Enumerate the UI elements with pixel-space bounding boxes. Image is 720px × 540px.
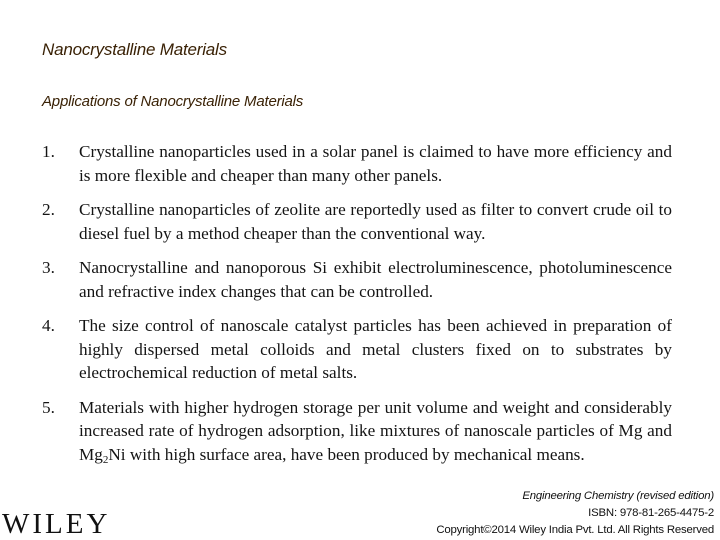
item-number: 5. xyxy=(42,397,55,417)
wiley-logo: WILEY xyxy=(2,508,111,540)
item-text: Crystalline nanoparticles used in a solar panel is claimed to have more efficiency and is more flexible and cheaper than many other panels. xyxy=(79,142,672,185)
list-item xyxy=(42,140,672,187)
copyright: Copyright©2014 Wiley India Pvt. Ltd. All Rights Reserved xyxy=(436,524,714,536)
book-title: Engineering Chemistry (revised edition) xyxy=(522,490,714,502)
item-number: 3. xyxy=(42,258,55,277)
item-text-before: Materials with higher hydrogen storage per unit volume and weight and considerably increased rate of hydrogen adsorption, like mixtures of nanoscale particles of Mg and Mg xyxy=(79,397,672,464)
item-number: 4. xyxy=(42,316,55,335)
item-text xyxy=(79,396,672,467)
list-item xyxy=(42,256,672,303)
publisher-credits xyxy=(436,488,714,539)
item-text: The size control of nanoscale catalyst particles has been achieved in preparation of highly dispersed metal colloids and metal clusters fixed on to substrates by electrochemical reduction of metal salts. xyxy=(79,316,672,382)
item-number: 1. xyxy=(42,142,55,161)
slide-subtitle: Applications of Nanocrystalline Materials xyxy=(42,93,304,110)
list-item xyxy=(42,314,672,385)
list-item xyxy=(42,198,672,245)
list-item xyxy=(42,396,672,467)
slide-title: Nanocrystalline Materials xyxy=(42,40,227,59)
item-text: Nanocrystalline and nanoporous Si exhibit electroluminescence, photoluminescence and refractive index changes that can be controlled. xyxy=(79,258,672,301)
item-text-after: Ni with high surface area, have been produced by mechanical means. xyxy=(108,444,585,464)
item-number: 2. xyxy=(42,200,55,219)
applications-list xyxy=(42,140,672,466)
isbn: ISBN: 978-81-265-4475-2 xyxy=(588,507,714,519)
item-text: Crystalline nanoparticles of zeolite are reportedly used as filter to convert crude oil to diesel fuel by a method cheaper than the conventional way. xyxy=(79,200,672,243)
subscript: 2 xyxy=(102,453,109,466)
